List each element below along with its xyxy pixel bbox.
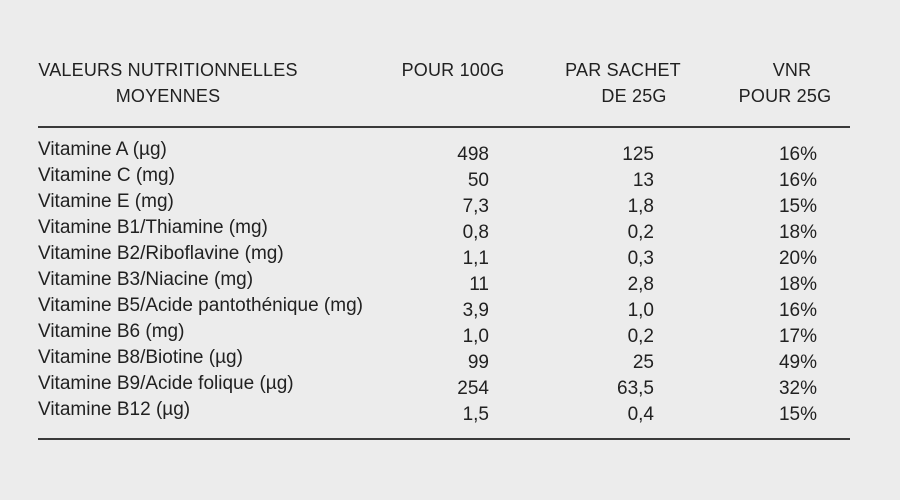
header-per-sachet-line2: DE 25G bbox=[601, 86, 667, 106]
nutrient-label: Vitamine C (mg) bbox=[38, 165, 175, 186]
value-per-100g: 3,9 bbox=[462, 300, 489, 321]
value-per-sachet: 0,2 bbox=[627, 326, 654, 347]
value-per-sachet: 0,2 bbox=[627, 222, 654, 243]
value-vnr: 18% bbox=[778, 274, 817, 295]
value-vnr: 15% bbox=[778, 404, 817, 425]
table-row bbox=[38, 137, 850, 163]
table-body bbox=[38, 137, 850, 423]
header-per-sachet-line1: PAR SACHET bbox=[565, 60, 681, 80]
value-per-sachet: 0,4 bbox=[627, 404, 654, 425]
value-per-sachet: 0,3 bbox=[627, 248, 654, 269]
header-per-100g bbox=[378, 57, 528, 83]
header-nutrition-values bbox=[38, 57, 298, 109]
header-per-sachet bbox=[548, 57, 698, 109]
value-vnr: 20% bbox=[778, 248, 817, 269]
value-per-sachet: 63,5 bbox=[617, 378, 654, 399]
value-vnr: 17% bbox=[778, 326, 817, 347]
nutrient-label: Vitamine B3/Niacine (mg) bbox=[38, 269, 254, 290]
value-vnr: 32% bbox=[778, 378, 817, 399]
value-vnr: 16% bbox=[778, 144, 817, 165]
value-per-100g: 1,5 bbox=[462, 404, 489, 425]
value-per-100g: 498 bbox=[457, 144, 489, 165]
header-nutrition-values-line1: VALEURS NUTRITIONNELLES bbox=[38, 60, 298, 80]
value-per-sachet: 2,8 bbox=[627, 274, 654, 295]
nutrient-label: Vitamine B8/Biotine (µg) bbox=[38, 347, 243, 368]
nutrient-label: Vitamine B9/Acide folique (µg) bbox=[38, 373, 294, 394]
value-per-100g: 50 bbox=[467, 170, 489, 191]
table-bottom-line bbox=[38, 438, 850, 440]
value-vnr: 15% bbox=[778, 196, 817, 217]
header-vnr-line1: VNR bbox=[772, 60, 812, 80]
nutrient-label: Vitamine E (mg) bbox=[38, 191, 174, 212]
value-vnr: 16% bbox=[778, 300, 817, 321]
value-per-100g: 1,1 bbox=[462, 248, 489, 269]
value-per-100g: 99 bbox=[467, 352, 489, 373]
nutrient-label: Vitamine A (µg) bbox=[38, 139, 167, 160]
nutrient-label: Vitamine B12 (µg) bbox=[38, 399, 191, 420]
nutrient-label: Vitamine B1/Thiamine (mg) bbox=[38, 217, 268, 238]
value-per-sachet: 13 bbox=[632, 170, 654, 191]
value-vnr: 49% bbox=[778, 352, 817, 373]
value-per-sachet: 25 bbox=[632, 352, 654, 373]
value-vnr: 18% bbox=[778, 222, 817, 243]
value-per-sachet: 1,0 bbox=[627, 300, 654, 321]
value-per-100g: 254 bbox=[457, 378, 489, 399]
value-per-100g: 11 bbox=[469, 274, 489, 295]
value-per-sachet: 125 bbox=[622, 144, 654, 165]
header-vnr bbox=[717, 57, 867, 109]
nutrient-label: Vitamine B2/Riboflavine (mg) bbox=[38, 243, 284, 264]
nutrient-label: Vitamine B6 (mg) bbox=[38, 321, 185, 342]
nutrient-label: Vitamine B5/Acide pantothénique (mg) bbox=[38, 295, 363, 316]
value-per-100g: 0,8 bbox=[462, 222, 489, 243]
header-divider-line bbox=[38, 126, 850, 128]
header-vnr-line2: POUR 25G bbox=[738, 86, 832, 106]
header-per-100g-line1: POUR 100G bbox=[401, 60, 505, 80]
value-per-100g: 1,0 bbox=[462, 326, 489, 347]
value-vnr: 16% bbox=[778, 170, 817, 191]
header-nutrition-values-line2: MOYENNES bbox=[115, 86, 221, 106]
value-per-sachet: 1,8 bbox=[627, 196, 654, 217]
value-per-100g: 7,3 bbox=[462, 196, 489, 217]
